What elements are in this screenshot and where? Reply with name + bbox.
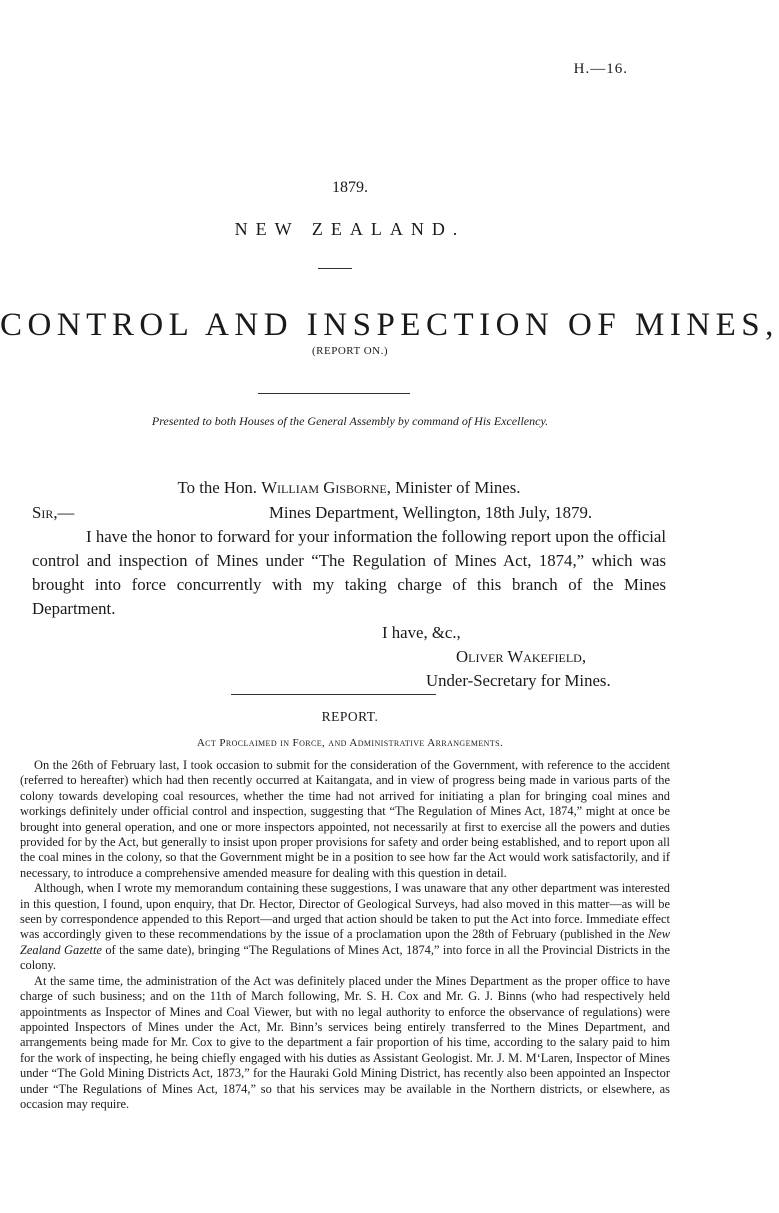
report-paragraph-1: On the 26th of February last, I took occasion to submit for the consideration of the Government, with reference to the accident (referred to hereafter) which had then recently occurred at Kaitangata, and in view of progress being made in various parts of the colony towards developing coal resources, whether the time had not arrived for initiating a plan for bringing coal mines and workings definitely under official control and inspection, suggesting that “The Regulation of Mines Act, 1874,” might at once be brought into general operation, and one or more inspectors appointed, not necessarily at first to exercise all the powers and duties provided for by the Act, but generally to insist upon proper provisions for safety and order being established, and to report upon all the coal mines in the colony, so that the Government might be in a position to see how far the Act would work satisfactorily, and if necessary, to introduce a comprehensive amended measure for dealing with this question in detail. <box>20 758 670 880</box>
p2-before: Although, when I wrote my memorandum containing these suggestions, I was unaware that any other department was interested in this question, I found, upon enquiry, that Dr. Hector, Director of Geological Surveys, had also moved in this matter—as will be seen by correspondence appended to this Report—and urged that action should be taken to put the Act into force. Immediate effect was accordingly given to these recommendations by the issue of a proclamation upon the 28th of February (published in the <box>20 881 670 942</box>
gazette-name: New Zealand Gazette <box>20 927 670 957</box>
report-paragraph-2 <box>20 881 670 973</box>
report-heading: REPORT. <box>321 709 379 724</box>
salutation-prefix: To the Hon. <box>177 478 257 497</box>
report-paragraph-3: At the same time, the administration of the Act was definitely placed under the Mines Department as the proper office to have charge of such business; and on the 11th of March following, Mr. S. H. Cox and Mr. G. J. Binns (who had respectively held appointments as Inspector of Mines and Coal Viewer, but with no legal authority to enforce the observance of regulations) were appointed Inspectors of Mines under the Act, Mr. Binn’s services being entirely transferred to the Mines Department, and arrangements being made for Mr. Cox to give to the department a fair proportion of his time, according to the salary paid to him for the work of inspecting, he being chiefly engaged with his duties as Assistant Geologist. Mr. J. M. M‘Laren, Inspector of Mines under “The Gold Mining Districts Act, 1873,” for the Hauraki Gold Mining District, has recently also been appointed an Inspector under “The Regulations of Mines Act, 1874,” so that his services may be available in the Northern districts, or elsewhere, as occasion may require. <box>20 973 670 1111</box>
salutation-suffix: , Minister of Mines. <box>386 478 521 497</box>
signer-title: Under-Secretary for Mines. <box>426 671 611 690</box>
cover-letter <box>32 0 666 700</box>
section-heading: Act Proclaimed in Force, and Administrative Arrangements. <box>196 737 504 749</box>
sir-greeting: Sir,— <box>32 503 75 522</box>
document-year: 1879. <box>332 179 368 196</box>
letter-signer: Oliver Wakefield, <box>456 647 587 666</box>
presented-line: Presented to both Houses of the General Assembly by command of His Excellency. <box>151 414 549 428</box>
addressee-name: William Gisborne <box>261 478 387 497</box>
letter-dateline: Mines Department, Wellington, 18th July, 1879. <box>269 503 593 522</box>
country-heading: NEW ZEALAND. <box>234 219 466 239</box>
sir-line <box>32 501 666 525</box>
page-reference: H.—16. <box>573 61 628 77</box>
document-subtitle: (REPORT ON.) <box>311 345 389 357</box>
letter-salutation <box>32 476 666 500</box>
letter-body: I have the honor to forward for your information the following report upon the official control and inspection of Mines under “The Regulation of Mines Act, 1874,” which was brought into force concurrently with my taking charge of this branch of the Mines Department. <box>32 527 666 618</box>
document-title: CONTROL AND INSPECTION OF MINES, <box>0 307 779 343</box>
p2-after: of the same date), bringing “The Regulations of Mines Act, 1874,” into force in all the Provincial Districts in the colony. <box>20 942 670 973</box>
report-body <box>20 758 670 1112</box>
letter-closing: I have, &c., <box>382 623 461 642</box>
long-divider <box>231 694 436 695</box>
